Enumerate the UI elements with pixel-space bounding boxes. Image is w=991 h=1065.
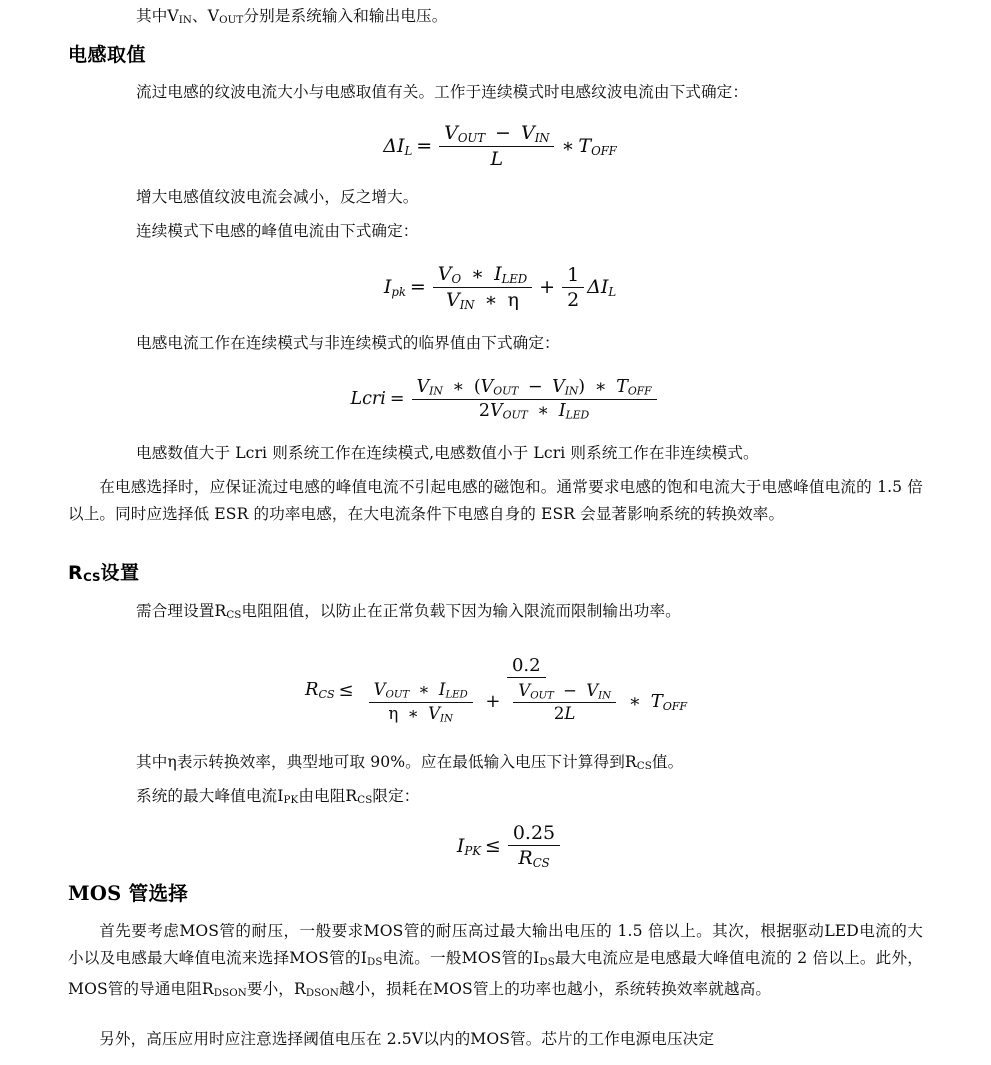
- eq1-lhs: $\Delta I_L$: [383, 134, 413, 158]
- paragraph-efficiency-text: 其中η表示转换效率，典型地可取 90%。应在最低输入电压下计算得到$R_{CS}$值。: [136, 753, 684, 773]
- eq2-fraction-main: [433, 262, 532, 313]
- intro-text: 其中$V_{IN}$、$V_{OUT}$分别是系统输入和输出电压。: [136, 7, 448, 27]
- paragraph-inductor-selection: 在电感选择时，应保证流过电感的峰值电流不引起电感的磁饱和。通常要求电感的饱和电流大于电感峰值电流的 1.5 倍以上。同时应选择低 ESR 的功率电感，在大电流条件下电感自身的 ESR 会显著影响系统的转换效率。: [68, 478, 923, 523]
- eq4-den-left-denominator: η ∗ $V_{IN}$: [388, 703, 453, 725]
- eq5-lhs: $I_{PK}$: [456, 834, 481, 858]
- equation-rcs: [280, 640, 720, 740]
- heading-rcs-suffix: 设置: [100, 562, 140, 584]
- eq2-relation: =: [409, 276, 426, 298]
- intro-paragraph: [136, 3, 896, 34]
- eq1-fraction: [439, 121, 554, 171]
- eq4-numerator: 0.2: [507, 654, 546, 678]
- eq3-lhs: Lcri: [350, 389, 386, 409]
- eq4-den-left-numerator: $V_{OUT}$ ∗ $I_{LED}$: [369, 679, 473, 703]
- heading-rcs-prefix: R: [68, 562, 84, 584]
- paragraph-efficiency: [136, 749, 926, 780]
- paragraph-lcri-compare: 电感数值大于 Lcri 则系统工作在连续模式,电感数值小于 Lcri 则系统工作在非连续模式。: [136, 444, 759, 462]
- eq4-lhs: $R_{CS}$: [304, 679, 335, 701]
- eq4-den-multiply: ∗: [628, 691, 641, 712]
- eq2-denominator: $V_{IN}$ ∗ η: [446, 288, 519, 312]
- equation-ipk: [350, 256, 650, 318]
- heading-rcs-setting: [68, 558, 139, 585]
- eq3-numerator: $V_{IN}$ ∗ $(V_{OUT} - V_{IN})$ ∗ $T_{OFF}$: [412, 376, 657, 400]
- eq2-fraction-half: [562, 263, 584, 312]
- paragraph-inductance-ripple: 流过电感的纹波电流大小与电感取值有关。工作于连续模式时电感纹波电流由下式确定：: [136, 83, 749, 101]
- eq1-relation: =: [416, 135, 433, 157]
- equation-ipk-limit: [400, 818, 620, 874]
- eq3-fraction: [412, 376, 657, 422]
- eq5-numerator: 0.25: [508, 821, 560, 846]
- eq4-den-plus: +: [485, 691, 501, 712]
- eq4-den-trailing: $T_{OFF}$: [650, 691, 688, 713]
- equation-lcri: [320, 370, 690, 428]
- heading-inductance: 电感取值: [68, 44, 147, 66]
- paragraph-critical-value: 电感电流工作在连续模式与非连续模式的临界值由下式确定：: [136, 334, 560, 352]
- paragraph-mos-selection-1: [68, 918, 923, 1007]
- eq2-plus: +: [539, 276, 556, 298]
- paragraph-mos-selection-1-text: 首先要考虑MOS管的耐压，一般要求MOS管的耐压高过最大输出电压的 1.5 倍以上。其次，根据驱动LED电流的大小以及电感最大峰值电流来选择MOS管的$I_{DS}$电流。一般MOS管的$I_{DS}$最大电流应是电感最大峰值电流的 2 倍以上。此外，MOS管的导通电阻$R_{DSON}$要小，$R_{DSON}$越小，损耗在MOS管上的功率也越小，系统转换效率就越高。: [68, 922, 923, 1000]
- eq2-half-numerator: 1: [562, 263, 584, 288]
- paragraph-peak-current: 连续模式下电感的峰值电流由下式确定：: [136, 222, 419, 240]
- eq5-relation: ≤: [484, 835, 501, 857]
- paragraph-rcs-setting-text: 需合理设置$R_{CS}$电阻阻值，以防止在正常负载下因为输入限流而限制输出功率。: [136, 602, 681, 622]
- eq3-relation: =: [389, 389, 405, 409]
- paragraph-increase-inductance: 增大电感值纹波电流会减小，反之增大。: [136, 188, 419, 206]
- paragraph-max-peak-current: [136, 783, 926, 814]
- eq1-numerator: $V_{OUT} - V_{IN}$: [439, 121, 554, 147]
- eq1-multiply: ∗: [561, 135, 575, 157]
- equation-delta-il: [330, 118, 670, 174]
- eq4-den-right-denominator: 2L: [553, 704, 576, 724]
- eq1-trailing: $T_{OFF}$: [578, 134, 617, 158]
- paragraph-mos-selection-2: 另外，高压应用时应注意选择阈值电压在 2.5V以内的MOS管。芯片的工作电源电压决定: [99, 1030, 715, 1048]
- eq2-half-denominator: 2: [567, 288, 580, 311]
- paragraph-rcs-setting: [136, 598, 926, 629]
- eq2-trailing: $\Delta I_L$: [587, 275, 617, 299]
- paragraph-max-peak-current-text: 系统的最大峰值电流$I_{PK}$由电阻$R_{CS}$限定：: [136, 787, 420, 807]
- eq4-denominator: [361, 678, 692, 726]
- eq2-lhs: $I_{pk}$: [383, 275, 406, 299]
- eq4-den-right-numerator: $V_{OUT} - V_{IN}$: [513, 680, 616, 704]
- eq4-den-right-fraction: [513, 680, 616, 725]
- eq2-numerator: $V_O$ ∗ $I_{LED}$: [433, 262, 532, 288]
- eq5-fraction: [508, 821, 560, 871]
- heading-mos-selection: MOS 管选择: [68, 882, 189, 905]
- eq4-relation: ≤: [338, 679, 354, 701]
- eq3-denominator: $2V_{OUT}$ ∗ $I_{LED}$: [478, 400, 590, 422]
- heading-rcs-subscript: CS: [83, 570, 101, 585]
- eq4-den-left-fraction: [369, 679, 473, 725]
- eq4-fraction-outer: [361, 654, 692, 726]
- eq1-denominator: L: [490, 147, 504, 170]
- eq5-denominator: $R_{CS}$: [518, 847, 550, 870]
